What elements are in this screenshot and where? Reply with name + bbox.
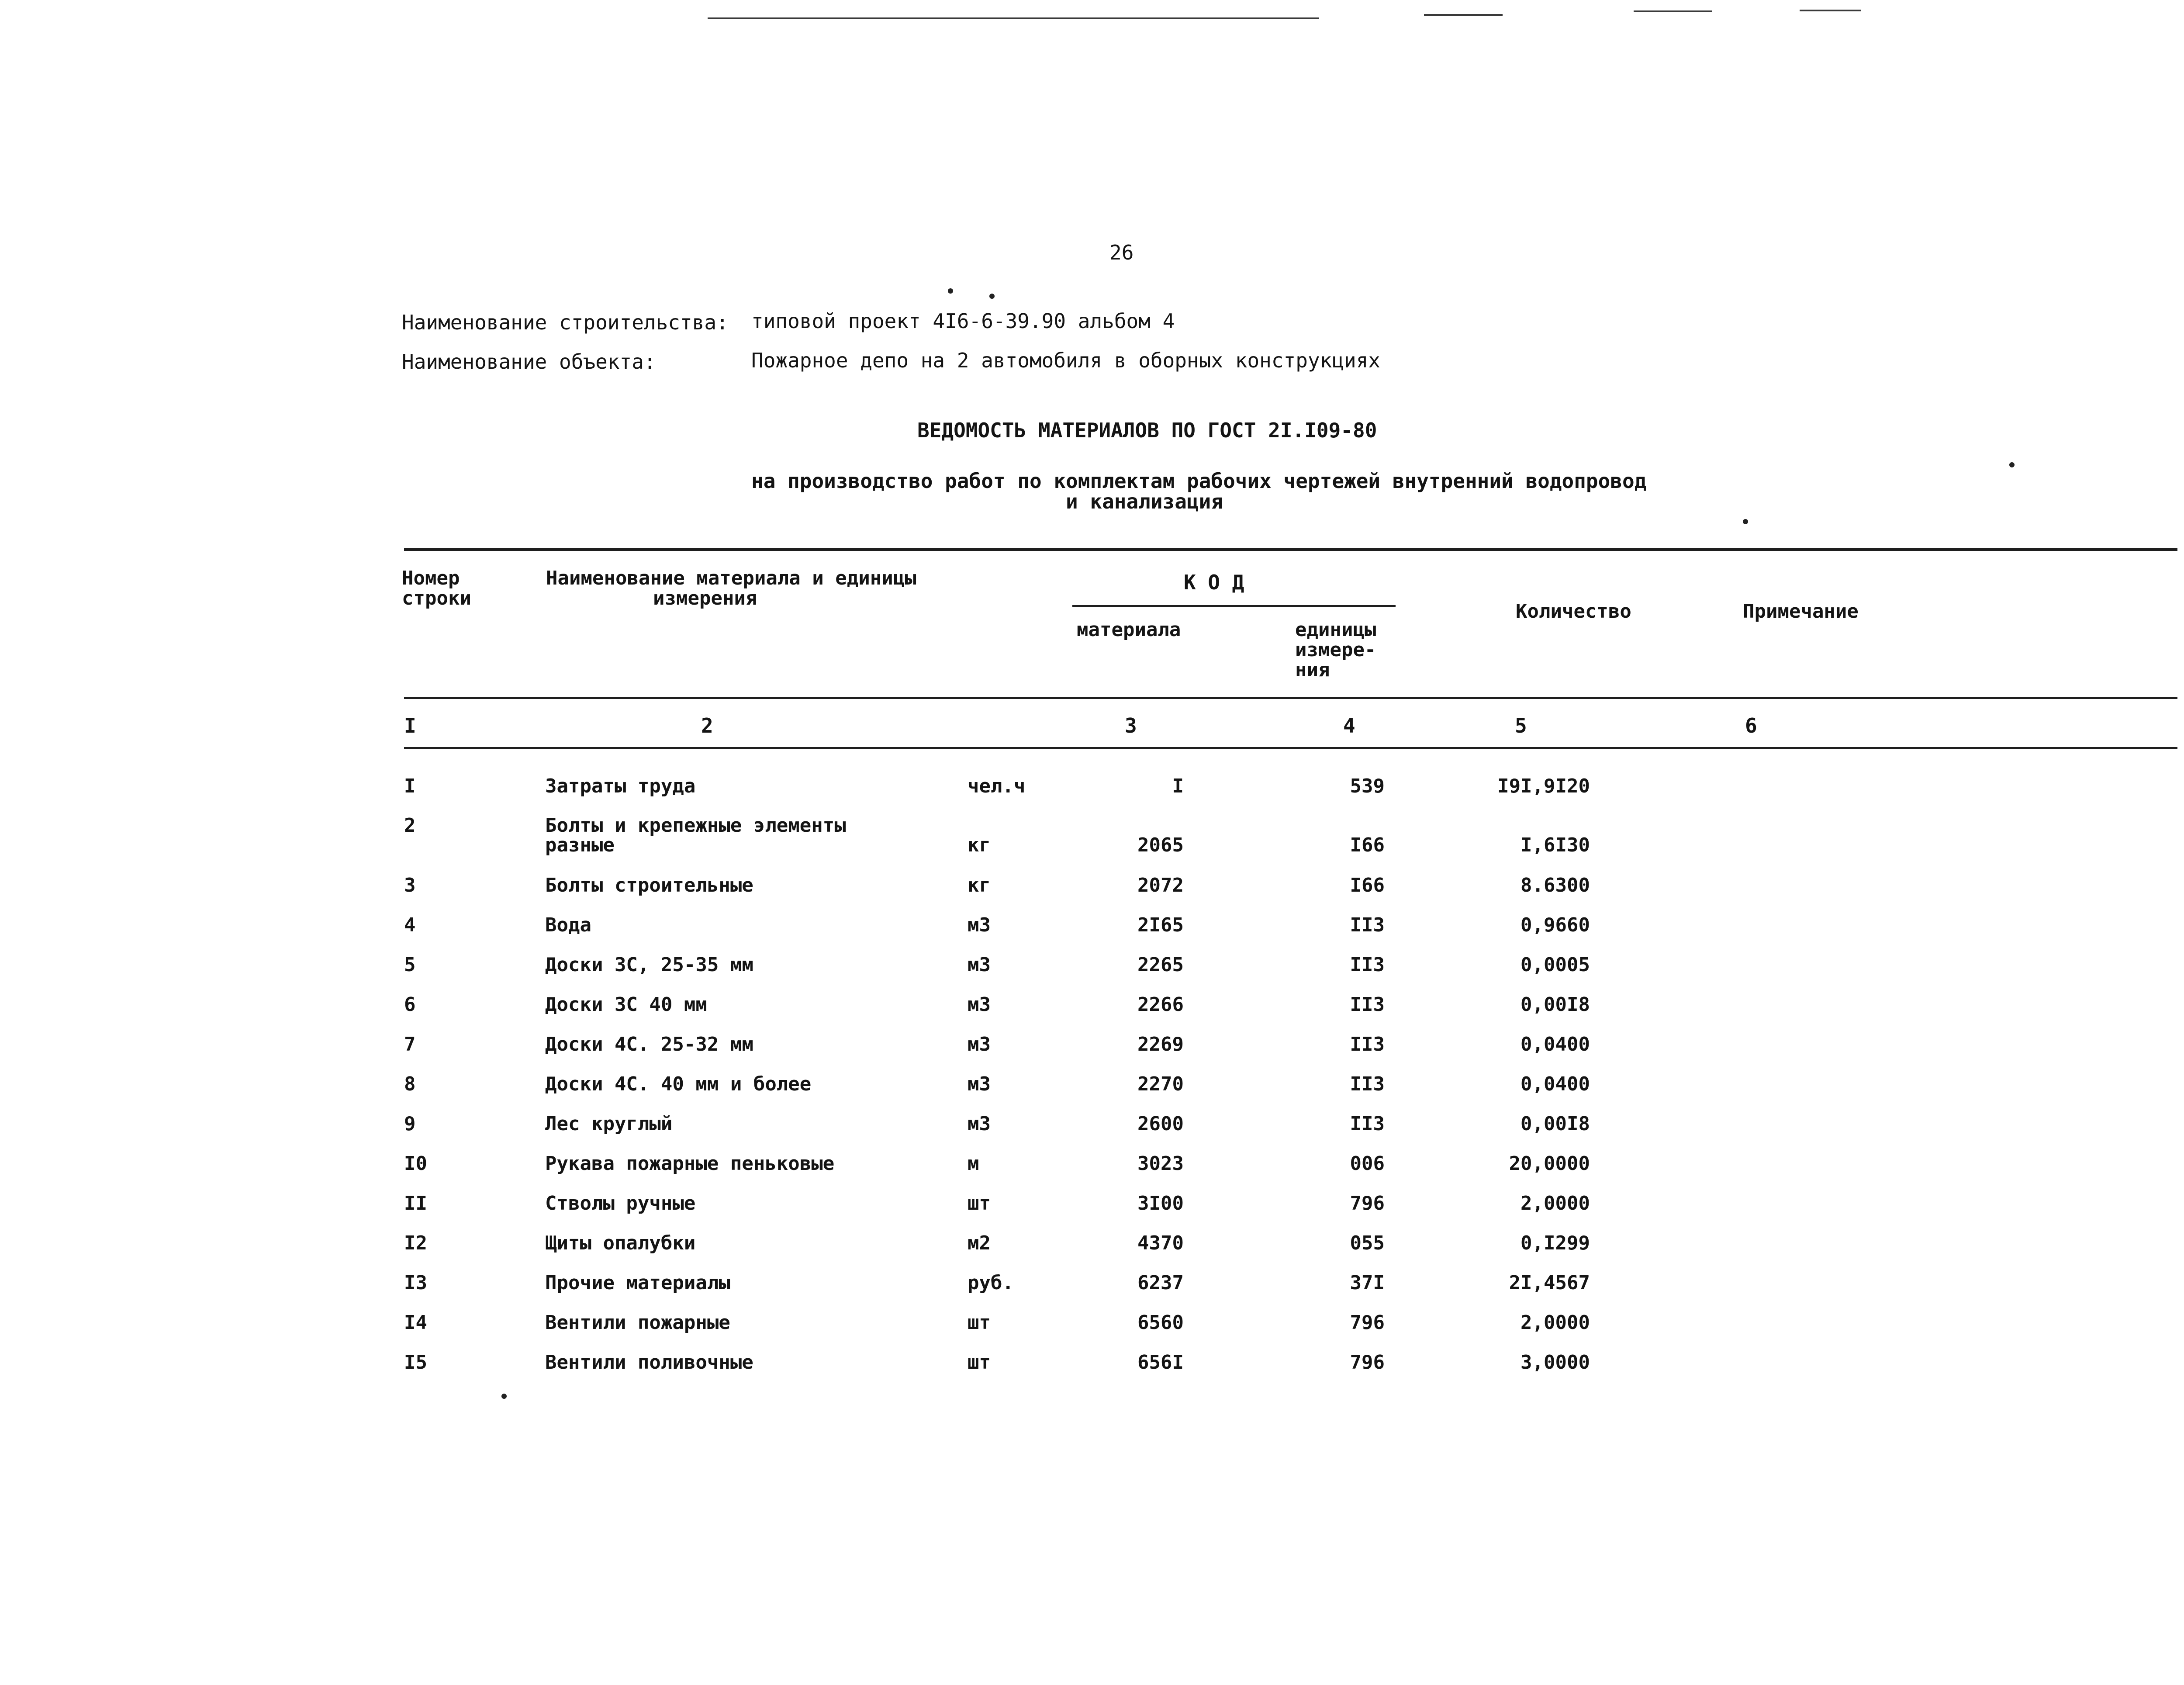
header-code: К О Д [1184, 571, 1244, 594]
quantity: I,6I30 [1521, 834, 1590, 856]
document-subtitle-line2: и канализация [1066, 490, 1223, 513]
unit: руб. [968, 1272, 1014, 1294]
material-name: Прочие материалы [545, 1272, 730, 1294]
material-code: 2266 [1137, 993, 1184, 1016]
material-name: Доски 3С 40 мм [545, 993, 707, 1016]
construction-value: типовой проект 4I6-6-39.90 альбом 4 [751, 309, 1175, 333]
material-code: 2I65 [1137, 914, 1184, 936]
quantity: 0,9660 [1521, 914, 1590, 936]
unit: шт [968, 1351, 991, 1374]
row-number: 2 [404, 814, 416, 837]
header-unit-code-3: ния [1295, 659, 1330, 681]
column-number: I [404, 714, 416, 737]
scan-speck [948, 288, 953, 294]
quantity: 0,0005 [1521, 954, 1590, 976]
row-number: I3 [404, 1272, 427, 1294]
quantity: 0,00I8 [1521, 1113, 1590, 1135]
material-name: Болты и крепежные элементы [545, 814, 846, 837]
unit: м3 [968, 1113, 991, 1135]
unit-code: II3 [1350, 1033, 1385, 1055]
scan-top-rule [1800, 10, 1861, 11]
material-code: 2065 [1137, 834, 1184, 856]
unit-code: 539 [1350, 775, 1385, 797]
material-code: 656I [1137, 1351, 1184, 1374]
unit: кг [968, 834, 991, 856]
unit-code: II3 [1350, 993, 1385, 1016]
row-number: 8 [404, 1073, 416, 1095]
unit: шт [968, 1311, 991, 1334]
material-code: I [1172, 775, 1184, 797]
unit-code: 37I [1350, 1272, 1385, 1294]
unit: кг [968, 874, 991, 896]
material-code: 2269 [1137, 1033, 1184, 1055]
quantity: 0,I299 [1521, 1232, 1590, 1254]
quantity: 2,0000 [1521, 1311, 1590, 1334]
unit-code: I66 [1350, 874, 1385, 896]
material-name: Доски 3С, 25-35 мм [545, 954, 753, 976]
scan-top-rule [1424, 14, 1503, 16]
quantity: 2I,4567 [1509, 1272, 1590, 1294]
document-title: ВЕДОМОСТЬ МАТЕРИАЛОВ ПО ГОСТ 2I.I09-80 [917, 419, 1377, 442]
unit-code: II3 [1350, 954, 1385, 976]
material-name: Болты строительные [545, 874, 753, 896]
material-code: 2270 [1137, 1073, 1184, 1095]
unit: м3 [968, 993, 991, 1016]
column-number: 2 [701, 714, 713, 737]
header-quantity: Количество [1516, 600, 1631, 623]
material-name: Вода [545, 914, 591, 936]
unit: чел.ч [968, 775, 1026, 797]
unit-code: I66 [1350, 834, 1385, 856]
quantity: 20,0000 [1509, 1152, 1590, 1175]
unit-code: II3 [1350, 1113, 1385, 1135]
scan-speck [2009, 462, 2015, 467]
material-code: 3I00 [1137, 1192, 1184, 1214]
material-name: Вентили поливочные [545, 1351, 753, 1374]
quantity: 0,0400 [1521, 1073, 1590, 1095]
material-name: Затраты труда [545, 775, 696, 797]
quantity: 2,0000 [1521, 1192, 1590, 1214]
material-code: 3023 [1137, 1152, 1184, 1175]
quantity: 8.6300 [1521, 874, 1590, 896]
header-unit-code-2: измере- [1295, 639, 1376, 661]
material-code: 2072 [1137, 874, 1184, 896]
row-number: I2 [404, 1232, 427, 1254]
header-material-name: Наименование материала и единицы [546, 567, 916, 589]
page-number: 26 [1109, 241, 1134, 264]
column-number: 3 [1125, 714, 1137, 737]
material-code: 4370 [1137, 1232, 1184, 1254]
row-number: 3 [404, 874, 416, 896]
unit-code: II3 [1350, 914, 1385, 936]
unit: м2 [968, 1232, 991, 1254]
object-label: Наименование объекта: [402, 350, 656, 374]
quantity: 3,0000 [1521, 1351, 1590, 1374]
material-name: Доски 4С. 25-32 мм [545, 1033, 753, 1055]
row-number: 7 [404, 1033, 416, 1055]
material-code: 2600 [1137, 1113, 1184, 1135]
header-row-number: Номер [402, 567, 460, 589]
header-material-name-2: измерения [653, 587, 757, 609]
unit-code: 796 [1350, 1192, 1385, 1214]
header-bottom-rule [404, 697, 2177, 699]
column-numbers-rule [404, 747, 2177, 749]
row-number: 5 [404, 954, 416, 976]
material-name: Щиты опалубки [545, 1232, 696, 1254]
scan-top-rule [708, 17, 1319, 19]
row-number: 4 [404, 914, 416, 936]
material-name-continued: разные [545, 834, 615, 856]
scan-speck [989, 294, 995, 299]
code-group-rule [1072, 605, 1396, 607]
column-number: 6 [1745, 714, 1757, 737]
quantity: I9I,9I20 [1497, 775, 1590, 797]
row-number: I4 [404, 1311, 427, 1334]
scan-speck [1743, 519, 1748, 524]
document-subtitle-line1: на производство работ по комплектам рабочих чертежей внутренний водопровод [751, 469, 1647, 493]
scan-speck [501, 1394, 507, 1399]
unit-code: 055 [1350, 1232, 1385, 1254]
unit-code: II3 [1350, 1073, 1385, 1095]
material-name: Стволы ручные [545, 1192, 696, 1214]
column-number: 4 [1343, 714, 1355, 737]
column-number: 5 [1515, 714, 1527, 737]
unit: м3 [968, 1073, 991, 1095]
row-number: 6 [404, 993, 416, 1016]
unit-code: 006 [1350, 1152, 1385, 1175]
material-code: 6560 [1137, 1311, 1184, 1334]
header-note: Примечание [1743, 600, 1859, 623]
quantity: 0,0400 [1521, 1033, 1590, 1055]
row-number: I [404, 775, 416, 797]
unit: шт [968, 1192, 991, 1214]
material-code: 2265 [1137, 954, 1184, 976]
header-material-code: материала [1077, 619, 1181, 641]
unit-code: 796 [1350, 1351, 1385, 1374]
material-name: Рукава пожарные пеньковые [545, 1152, 835, 1175]
material-name: Доски 4С. 40 мм и более [545, 1073, 812, 1095]
header-row-number-2: строки [402, 587, 471, 609]
unit-code: 796 [1350, 1311, 1385, 1334]
row-number: 9 [404, 1113, 416, 1135]
row-number: I5 [404, 1351, 427, 1374]
unit: м3 [968, 914, 991, 936]
quantity: 0,00I8 [1521, 993, 1590, 1016]
unit: м [968, 1152, 979, 1175]
table-top-rule [404, 548, 2177, 551]
material-name: Вентили пожарные [545, 1311, 730, 1334]
scan-top-rule [1634, 10, 1712, 12]
material-name: Лес круглый [545, 1113, 673, 1135]
header-unit-code: единицы [1295, 619, 1376, 641]
object-value: Пожарное депо на 2 автомобиля в оборных конструкциях [751, 349, 1381, 372]
row-number: I0 [404, 1152, 427, 1175]
construction-label: Наименование строительства: [402, 311, 729, 334]
row-number: II [404, 1192, 427, 1214]
material-code: 6237 [1137, 1272, 1184, 1294]
unit: м3 [968, 1033, 991, 1055]
unit: м3 [968, 954, 991, 976]
